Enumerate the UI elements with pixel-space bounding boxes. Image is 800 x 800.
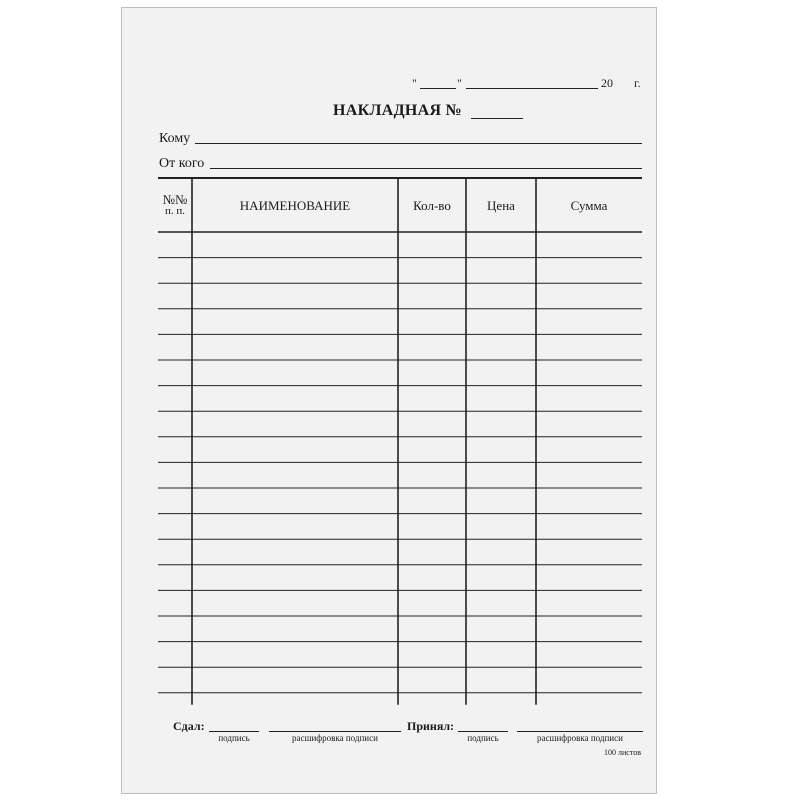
column-header-sum: Сумма: [570, 198, 608, 213]
handed-signature-field[interactable]: [209, 731, 259, 732]
column-header-number-line1: №№: [162, 192, 188, 207]
column-header-number-line2: п. п.: [164, 205, 186, 217]
column-header-quantity: Кол-во: [413, 198, 451, 213]
received-signature-field[interactable]: [458, 731, 508, 732]
received-signature-caption: подпись: [467, 733, 499, 743]
column-header-price: Цена: [487, 198, 515, 213]
column-header-number: [158, 193, 192, 217]
date-quote-open: ": [412, 76, 417, 90]
date-year-suffix: г.: [634, 76, 641, 90]
items-table-grid: [122, 8, 658, 795]
recipient-label: Кому: [159, 131, 191, 146]
column-header-name: НАИМЕНОВАНИЕ: [239, 198, 351, 213]
handed-decoding-caption: расшифровка подписи: [292, 733, 378, 743]
received-decoding-caption: расшифровка подписи: [537, 733, 623, 743]
document-title: НАКЛАДНАЯ №: [333, 102, 463, 119]
received-decoding-field[interactable]: [517, 731, 643, 732]
sheet-count-note: 100 листов: [604, 748, 641, 757]
handed-over-label: Сдал:: [173, 719, 205, 733]
sender-label: От кого: [159, 156, 205, 171]
handed-decoding-field[interactable]: [269, 731, 401, 732]
date-quote-close: ": [457, 76, 462, 90]
date-year-prefix: 20: [601, 76, 613, 90]
received-label: Принял:: [407, 719, 455, 733]
invoice-form-sheet: [121, 7, 657, 794]
handed-signature-caption: подпись: [218, 733, 250, 743]
